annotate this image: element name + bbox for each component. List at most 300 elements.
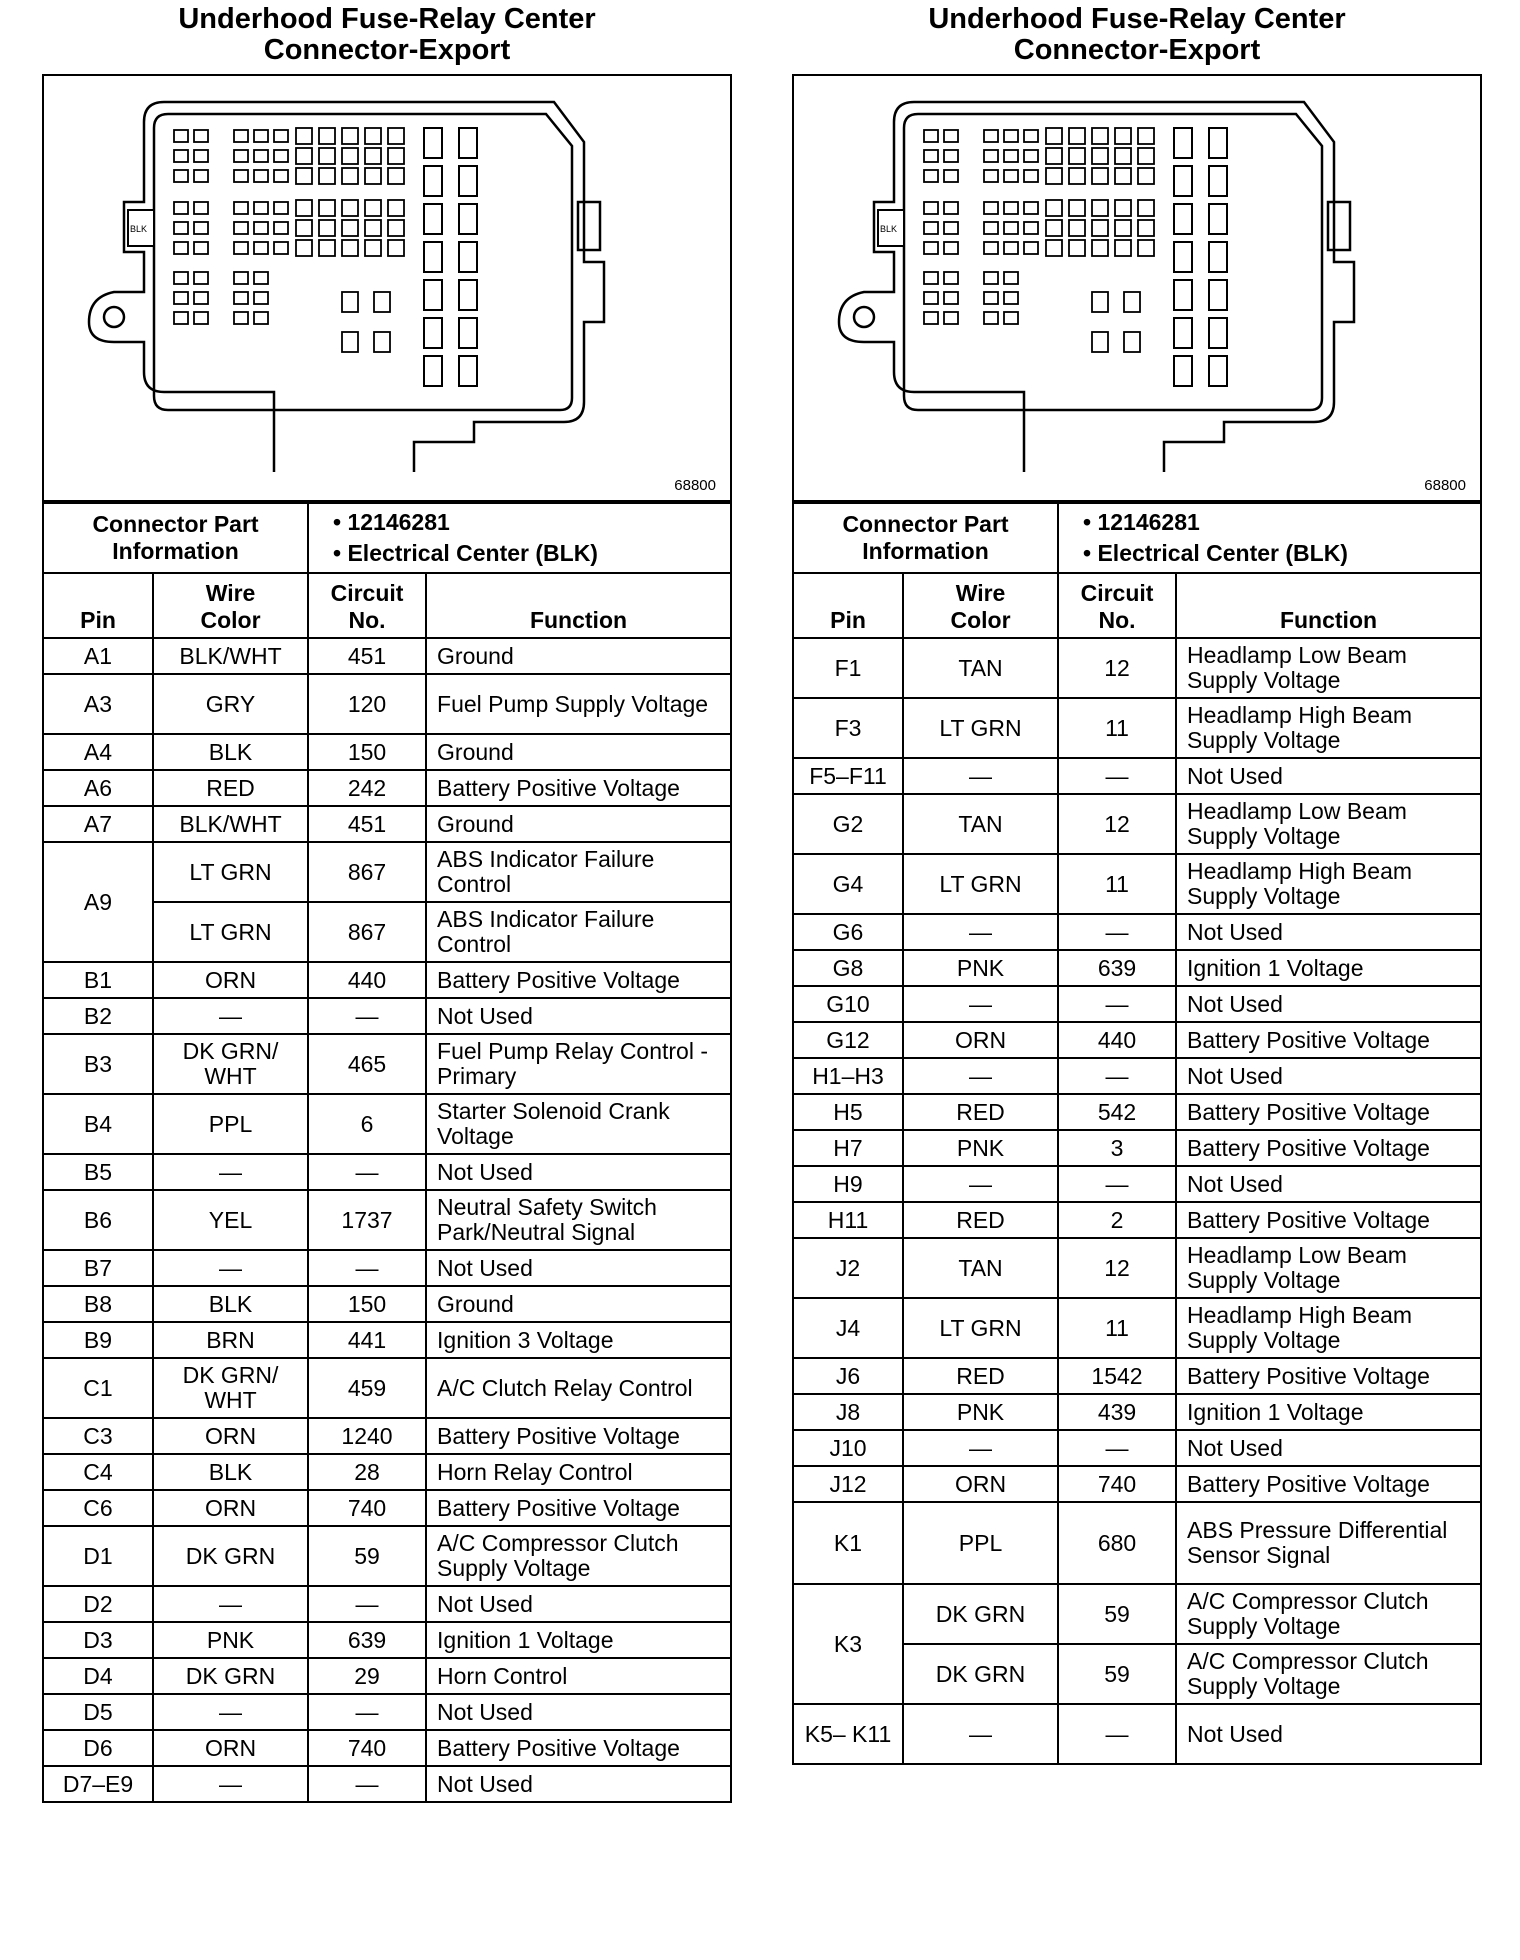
table-row	[43, 1322, 731, 1358]
fuse-slot	[1092, 240, 1108, 256]
fuse-slot	[1092, 128, 1108, 144]
relay-slot	[459, 242, 477, 272]
function-cell: Horn Control	[426, 1658, 731, 1694]
function-cell: Headlamp Low Beam Supply Voltage	[1176, 1238, 1481, 1298]
function-cell: Battery Positive Voltage	[426, 1490, 731, 1526]
circuit-number-cell: 1737	[308, 1190, 426, 1250]
fuse-slot	[296, 220, 312, 236]
fuse-slot	[365, 240, 381, 256]
circuit-number-cell: 740	[308, 1490, 426, 1526]
fuse-slot	[1004, 292, 1018, 304]
wire-color-cell: PNK	[153, 1622, 308, 1658]
table-row	[793, 1502, 1481, 1584]
fuse-slot	[194, 150, 208, 162]
fuse-slot	[924, 292, 938, 304]
function-cell: Not Used	[1176, 914, 1481, 950]
fuse-slot	[388, 128, 404, 144]
fuse-slot	[1024, 170, 1038, 182]
function-cell: A/C Clutch Relay Control	[426, 1358, 731, 1418]
wire-color-cell: DK GRN	[903, 1644, 1058, 1704]
fuse-slot	[1138, 240, 1154, 256]
panel-title	[792, 4, 1482, 66]
fuse-slot	[274, 130, 288, 142]
function-cell: Not Used	[1176, 986, 1481, 1022]
fuse-slot	[319, 220, 335, 236]
fuse-slot	[342, 128, 358, 144]
fuse-slot	[254, 312, 268, 324]
table-row	[43, 1190, 731, 1250]
housing-outline	[839, 102, 1354, 472]
relay-slot	[1209, 280, 1227, 310]
relay-slot	[1209, 356, 1227, 386]
fuse-slot	[254, 130, 268, 142]
function-cell: Ground	[426, 734, 731, 770]
fuse-slot	[1046, 200, 1062, 216]
pin-cell: J8	[793, 1394, 903, 1430]
circuit-number-cell: 29	[308, 1658, 426, 1694]
circuit-number-cell: —	[308, 1694, 426, 1730]
title-line-1: Underhood Fuse-Relay Center	[928, 3, 1346, 35]
fuse-slot	[194, 130, 208, 142]
fuse-slot	[1138, 220, 1154, 236]
fuse-relay-center-illustration	[84, 92, 684, 472]
wire-color-cell: DK GRN/ WHT	[153, 1358, 308, 1418]
fuse-slot	[365, 148, 381, 164]
wire-color-cell: —	[153, 1154, 308, 1190]
fuse-slot	[1124, 292, 1140, 312]
circuit-number-cell: 242	[308, 770, 426, 806]
pin-cell: C4	[43, 1454, 153, 1490]
fuse-slot	[274, 222, 288, 234]
fuse-slot	[984, 130, 998, 142]
circuit-number-cell: —	[308, 998, 426, 1034]
fuse-slot	[1115, 128, 1131, 144]
relay-slot	[459, 128, 477, 158]
circuit-number-cell: 440	[1058, 1022, 1176, 1058]
wire-color-cell: —	[153, 1586, 308, 1622]
title-line-2: Connector-Export	[1013, 34, 1261, 66]
function-cell: Headlamp High Beam Supply Voltage	[1176, 1298, 1481, 1358]
right-clip	[1328, 202, 1350, 250]
table-row	[43, 962, 731, 998]
function-cell: Starter Solenoid Crank Voltage	[426, 1094, 731, 1154]
function-cell: Ignition 1 Voltage	[1176, 950, 1481, 986]
fuse-slot	[194, 272, 208, 284]
table-row	[43, 1154, 731, 1190]
circuit-number-cell: 867	[308, 842, 426, 902]
connector-info-label-line1: Connector Part	[842, 511, 1009, 537]
table-row	[793, 950, 1481, 986]
circuit-number-cell: 12	[1058, 1238, 1176, 1298]
fuse-slot	[342, 200, 358, 216]
circuit-number-cell: 12	[1058, 794, 1176, 854]
fuse-slot	[1069, 220, 1085, 236]
title-line-2: Connector-Export	[263, 34, 511, 66]
table-row	[43, 770, 731, 806]
function-cell: Not Used	[1176, 1166, 1481, 1202]
function-cell: A/C Compressor Clutch Supply Voltage	[426, 1526, 731, 1586]
function-cell: Headlamp Low Beam Supply Voltage	[1176, 794, 1481, 854]
pin-cell: A3	[43, 674, 153, 734]
fuse-slot	[1046, 148, 1062, 164]
fuse-slot	[174, 292, 188, 304]
fuse-slot	[296, 148, 312, 164]
circuit-number-cell: —	[1058, 1430, 1176, 1466]
pin-cell: B9	[43, 1322, 153, 1358]
fuse-slot	[194, 222, 208, 234]
fuse-slot	[1024, 242, 1038, 254]
fuse-slot	[984, 202, 998, 214]
fuse-slot	[924, 150, 938, 162]
circuit-number-cell: 639	[308, 1622, 426, 1658]
wire-color-cell: —	[903, 1166, 1058, 1202]
housing-inner-outline	[154, 114, 572, 410]
fuse-slot	[194, 292, 208, 304]
housing-inner-outline	[904, 114, 1322, 410]
fuse-slot	[274, 242, 288, 254]
wire-color-cell: DK GRN	[153, 1526, 308, 1586]
function-cell: Ground	[426, 1286, 731, 1322]
wire-color-cell: ORN	[153, 1730, 308, 1766]
header-function: Function	[1176, 573, 1481, 638]
title-line-1: Underhood Fuse-Relay Center	[178, 3, 596, 35]
header-pin: Pin	[43, 573, 153, 638]
circuit-number-cell: 439	[1058, 1394, 1176, 1430]
wire-color-cell: DK GRN	[153, 1658, 308, 1694]
pin-cell: D2	[43, 1586, 153, 1622]
pin-cell: B6	[43, 1190, 153, 1250]
function-cell: Not Used	[426, 1586, 731, 1622]
connector-info-label-line2: Information	[862, 538, 989, 564]
fuse-slot	[944, 130, 958, 142]
table-row	[43, 1358, 731, 1418]
wire-color-cell: ORN	[903, 1022, 1058, 1058]
wire-color-cell: —	[903, 986, 1058, 1022]
function-cell: Battery Positive Voltage	[426, 1418, 731, 1454]
wire-color-cell: —	[153, 1694, 308, 1730]
table-row	[793, 1298, 1481, 1358]
housing-outline	[89, 102, 604, 472]
function-cell: Ignition 1 Voltage	[1176, 1394, 1481, 1430]
fuse-slot	[1024, 222, 1038, 234]
function-cell: Not Used	[426, 1154, 731, 1190]
table-row	[793, 1166, 1481, 1202]
table-row	[793, 1022, 1481, 1058]
table-row	[793, 1466, 1481, 1502]
fuse-slot	[1024, 150, 1038, 162]
fuse-slot	[296, 168, 312, 184]
function-cell: Not Used	[1176, 1058, 1481, 1094]
function-cell: Not Used	[1176, 1704, 1481, 1764]
circuit-number-cell: 441	[308, 1322, 426, 1358]
pin-cell: A4	[43, 734, 153, 770]
circuit-number-cell: 59	[1058, 1584, 1176, 1644]
fuse-slot	[254, 222, 268, 234]
pin-cell: B7	[43, 1250, 153, 1286]
circuit-number-cell: 3	[1058, 1130, 1176, 1166]
relay-slot	[1174, 356, 1192, 386]
fuse-slot	[174, 202, 188, 214]
figure-number: 68800	[1424, 477, 1466, 494]
fuse-slot	[1004, 312, 1018, 324]
fuse-slot	[984, 242, 998, 254]
fuse-slot	[174, 150, 188, 162]
fuse-slot	[342, 292, 358, 312]
function-cell: Ground	[426, 806, 731, 842]
connector-table	[42, 502, 732, 1803]
fuse-slot	[1069, 240, 1085, 256]
table-row	[793, 1202, 1481, 1238]
header-circuit-line1: Circuit	[330, 580, 404, 606]
circuit-number-cell: —	[1058, 1058, 1176, 1094]
pin-cell: F3	[793, 698, 903, 758]
function-cell: Not Used	[1176, 758, 1481, 794]
wire-color-cell: RED	[153, 770, 308, 806]
relay-slot	[459, 166, 477, 196]
connector-diagram	[792, 74, 1482, 502]
header-wire-line2: Color	[950, 607, 1011, 633]
function-cell: A/C Compressor Clutch Supply Voltage	[1176, 1584, 1481, 1644]
fuse-relay-center-illustration	[834, 92, 1434, 472]
table-row	[793, 1130, 1481, 1166]
fuse-slot	[254, 242, 268, 254]
pin-cell: A9	[43, 842, 153, 962]
wire-color-cell: —	[153, 998, 308, 1034]
header-circuit-line2: No.	[1098, 607, 1136, 633]
pin-cell: D7–E9	[43, 1766, 153, 1802]
fuse-slot	[234, 242, 248, 254]
table-row	[793, 1358, 1481, 1394]
fuse-slot	[924, 130, 938, 142]
fuse-slot	[234, 292, 248, 304]
pin-cell: B1	[43, 962, 153, 998]
pin-cell: A6	[43, 770, 153, 806]
circuit-number-cell: 59	[308, 1526, 426, 1586]
function-cell: Battery Positive Voltage	[1176, 1094, 1481, 1130]
fuse-slot	[1115, 220, 1131, 236]
connector-table	[792, 502, 1482, 1765]
pin-cell: G2	[793, 794, 903, 854]
table-row	[43, 1694, 731, 1730]
relay-slot	[424, 166, 442, 196]
wire-color-cell: ORN	[153, 962, 308, 998]
wire-color-cell: —	[903, 1704, 1058, 1764]
function-cell: Ground	[426, 638, 731, 674]
fuse-slot	[1004, 202, 1018, 214]
wire-color-cell: —	[903, 1430, 1058, 1466]
fuse-slot	[1046, 240, 1062, 256]
table-row	[43, 1586, 731, 1622]
fuse-slot	[1138, 128, 1154, 144]
relay-slot	[424, 356, 442, 386]
fuse-slot	[194, 242, 208, 254]
fuse-slot	[1124, 332, 1140, 352]
function-cell: Neutral Safety Switch Park/Neutral Signal	[426, 1190, 731, 1250]
connector-diagram	[42, 74, 732, 502]
circuit-number-cell: —	[1058, 986, 1176, 1022]
wire-color-cell: LT GRN	[903, 698, 1058, 758]
circuit-number-cell: 12	[1058, 638, 1176, 698]
relay-slot	[459, 318, 477, 348]
pin-cell: D3	[43, 1622, 153, 1658]
table-row	[43, 1490, 731, 1526]
relay-slot	[1174, 280, 1192, 310]
fuse-slot	[944, 170, 958, 182]
function-cell: Not Used	[1176, 1430, 1481, 1466]
fuse-slot	[234, 170, 248, 182]
wire-color-cell: LT GRN	[153, 842, 308, 902]
fuse-slot	[365, 220, 381, 236]
table-row	[43, 998, 731, 1034]
relay-slot	[1174, 242, 1192, 272]
pin-cell: G6	[793, 914, 903, 950]
fuse-slot	[365, 168, 381, 184]
fuse-slot	[388, 220, 404, 236]
left-connector-panel	[42, 0, 732, 1803]
blk-label: BLK	[880, 224, 898, 234]
function-cell: Fuel Pump Relay Control - Primary	[426, 1034, 731, 1094]
circuit-number-cell: 740	[308, 1730, 426, 1766]
mounting-hole	[104, 307, 124, 327]
circuit-number-cell: 867	[308, 902, 426, 962]
function-cell: ABS Indicator Failure Control	[426, 842, 731, 902]
table-row	[793, 1094, 1481, 1130]
fuse-slot	[234, 272, 248, 284]
table-row	[43, 638, 731, 674]
circuit-number-cell: 150	[308, 1286, 426, 1322]
fuse-slot	[1138, 200, 1154, 216]
header-function: Function	[426, 573, 731, 638]
connector-info-label-line2: Information	[112, 538, 239, 564]
fuse-slot	[1046, 128, 1062, 144]
fuse-slot	[1092, 148, 1108, 164]
fuse-slot	[1092, 200, 1108, 216]
relay-slot	[459, 356, 477, 386]
mounting-hole	[854, 307, 874, 327]
table-row	[43, 1730, 731, 1766]
connector-info-label-line1: Connector Part	[92, 511, 259, 537]
wire-color-cell: LT GRN	[903, 854, 1058, 914]
relay-slot	[1209, 204, 1227, 234]
wire-color-cell: LT GRN	[903, 1298, 1058, 1358]
circuit-number-cell: 440	[308, 962, 426, 998]
pin-cell: B3	[43, 1034, 153, 1094]
fuse-slot	[254, 150, 268, 162]
pin-cell: C3	[43, 1418, 153, 1454]
circuit-number-cell: 28	[308, 1454, 426, 1490]
fuse-slot	[365, 128, 381, 144]
fuse-slot	[1138, 168, 1154, 184]
table-row	[43, 1094, 731, 1154]
table-row	[43, 1454, 731, 1490]
fuse-slot	[984, 272, 998, 284]
wire-color-cell: RED	[903, 1094, 1058, 1130]
wire-color-cell: —	[903, 1058, 1058, 1094]
relay-slot	[424, 280, 442, 310]
fuse-slot	[234, 202, 248, 214]
wire-color-cell: —	[153, 1250, 308, 1286]
pin-cell: G4	[793, 854, 903, 914]
fuse-slot	[174, 312, 188, 324]
relay-slot	[1209, 166, 1227, 196]
figure-number: 68800	[674, 477, 716, 494]
pin-cell: K1	[793, 1502, 903, 1584]
relay-slot	[1209, 318, 1227, 348]
fuse-slot	[944, 272, 958, 284]
circuit-number-cell: 1542	[1058, 1358, 1176, 1394]
relay-slot	[459, 204, 477, 234]
fuse-slot	[319, 200, 335, 216]
fuse-slot	[234, 150, 248, 162]
relay-slot	[1209, 242, 1227, 272]
fuse-slot	[319, 128, 335, 144]
fuse-slot	[1115, 148, 1131, 164]
pin-cell: K3	[793, 1584, 903, 1704]
wire-color-cell: —	[903, 914, 1058, 950]
table-row	[793, 758, 1481, 794]
wire-color-cell: RED	[903, 1202, 1058, 1238]
fuse-slot	[1004, 130, 1018, 142]
fuse-slot	[342, 148, 358, 164]
wire-color-cell: TAN	[903, 1238, 1058, 1298]
fuse-slot	[944, 150, 958, 162]
header-circuit-line1: Circuit	[1080, 580, 1154, 606]
header-circuit-no	[308, 573, 426, 638]
connector-description: • Electrical Center (BLK)	[333, 540, 598, 566]
pin-cell: F1	[793, 638, 903, 698]
circuit-number-cell: —	[1058, 914, 1176, 950]
fuse-slot	[388, 200, 404, 216]
wire-color-cell: BLK	[153, 1286, 308, 1322]
relay-slot	[424, 242, 442, 272]
pin-cell: B8	[43, 1286, 153, 1322]
pin-cell: J10	[793, 1430, 903, 1466]
pin-cell: H11	[793, 1202, 903, 1238]
fuse-slot	[1138, 148, 1154, 164]
wire-color-cell: BLK/WHT	[153, 806, 308, 842]
fuse-slot	[1092, 168, 1108, 184]
fuse-slot	[924, 222, 938, 234]
fuse-slot	[342, 332, 358, 352]
relay-slot	[424, 204, 442, 234]
fuse-slot	[342, 220, 358, 236]
connector-part-number: • 12146281	[333, 509, 450, 535]
circuit-number-cell: —	[308, 1586, 426, 1622]
fuse-slot	[984, 170, 998, 182]
wire-color-cell: GRY	[153, 674, 308, 734]
fuse-slot	[234, 312, 248, 324]
header-wire-color	[903, 573, 1058, 638]
relay-slot	[424, 128, 442, 158]
table-row	[43, 1622, 731, 1658]
table-row	[793, 1584, 1481, 1644]
wire-color-cell: BLK	[153, 734, 308, 770]
fuse-slot	[174, 242, 188, 254]
fuse-slot	[342, 240, 358, 256]
wire-color-cell: TAN	[903, 638, 1058, 698]
pin-cell: B4	[43, 1094, 153, 1154]
wire-color-cell: ORN	[153, 1490, 308, 1526]
fuse-slot	[194, 202, 208, 214]
wire-color-cell: PPL	[153, 1094, 308, 1154]
pin-cell: H5	[793, 1094, 903, 1130]
table-row	[793, 1430, 1481, 1466]
table-row	[793, 1238, 1481, 1298]
pin-cell: H1–H3	[793, 1058, 903, 1094]
wire-color-cell: DK GRN/ WHT	[153, 1034, 308, 1094]
connector-info-label	[793, 503, 1058, 573]
fuse-slot	[944, 222, 958, 234]
